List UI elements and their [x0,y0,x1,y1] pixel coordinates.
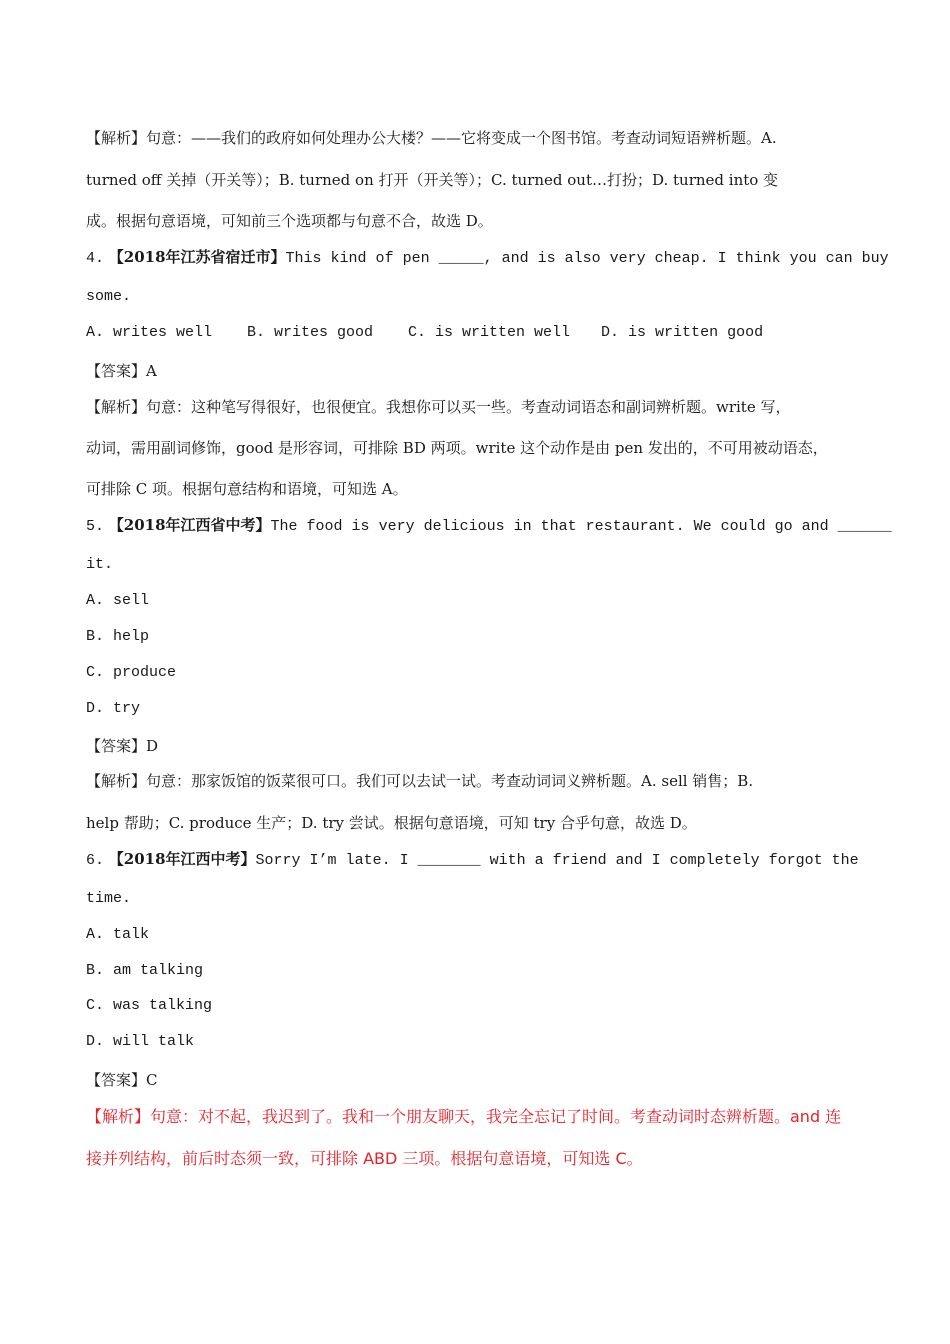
q5-stem-continued: it. [86,556,114,573]
q4-explanation-line-2: 动词，需用副词修饰，good 是形容词，可排除 BD 两项。write 这个动作是由 pen 发出的，不可用被动语态， [86,439,828,457]
q4-stem-text: This kind of pen _____, and is also very cheap. I think you can buy [285,250,889,267]
q3-explanation-line-3: 成。根据句意语境，可知前三个选项都与句意不合，故选 D。 [86,212,493,230]
q4-explanation-line-3: 可排除 C 项。根据句意结构和语境，可知选 A。 [86,480,408,498]
q4-stem-continued: some. [86,288,132,305]
q4-explanation-line-1: 【解析】句意：这种笔写得很好，也很便宜。我想你可以买一些。考查动词语态和副词辨析题。write 写， [86,398,791,416]
q5-source: 【2018年江西省中考】 [108,516,271,534]
q5-option-b: B. help [86,628,150,645]
q4-option-c: C. is written well [408,324,571,341]
q5-stem-text: The food is very delicious in that restaurant. We could go and ______ [270,518,892,535]
q6-explanation-line-2: 接并列结构，前后时态须一致，可排除 ABD 三项。根据句意语境，可知选 C。 [86,1149,643,1168]
q6-stem-text: Sorry I’m late. I _______ with a friend and I completely forgot the [255,852,859,869]
q3-explanation-line-1: 【解析】句意：——我们的政府如何处理办公大楼？——它将变成一个图书馆。考查动词短语辨析题。A. [86,129,777,147]
q4-number: 4. [86,250,105,267]
q6-source: 【2018年江西中考】 [108,850,256,868]
q5-option-a: A. sell [86,592,150,609]
q4-answer: 【答案】A [86,362,157,380]
q5-answer: 【答案】D [86,737,159,755]
q6-option-b: B. am talking [86,962,204,979]
q4-options [86,324,866,341]
q6-option-a: A. talk [86,926,150,943]
q6-number: 6. [86,852,105,869]
q5-explanation-line-2: help 帮助；C. produce 生产；D. try 尝试。根据句意语境，可知 try 合乎句意，故选 D。 [86,814,697,832]
q6-stem [86,848,866,869]
q4-option-b: B. writes good [247,324,374,341]
q6-stem-continued: time. [86,890,132,907]
q4-option-d: D. is written good [601,324,764,341]
q3-explanation-line-2: turned off 关掉（开关等）；B. turned on 打开（开关等）；C. turned out…打扮；D. turned into 变 [86,171,779,189]
q6-answer: 【答案】C [86,1071,158,1089]
q5-stem [86,514,892,535]
q5-option-d: D. try [86,700,141,717]
q5-number: 5. [86,518,105,535]
q4-source: 【2018年江苏省宿迁市】 [108,248,286,266]
q4-option-a: A. writes well [86,324,213,341]
q6-option-d: D. will talk [86,1033,195,1050]
q6-explanation-line-1: 【解析】句意：对不起，我迟到了。我和一个朋友聊天，我完全忘记了时间。考查动词时态辨析题。and 连 [86,1107,842,1126]
q4-stem [86,246,889,267]
q6-option-c: C. was talking [86,997,213,1014]
q5-option-c: C. produce [86,664,177,681]
q5-explanation-line-1: 【解析】句意：那家饭馆的饭菜很可口。我们可以去试一试。考查动词词义辨析题。A. sell 销售；B. [86,772,754,790]
